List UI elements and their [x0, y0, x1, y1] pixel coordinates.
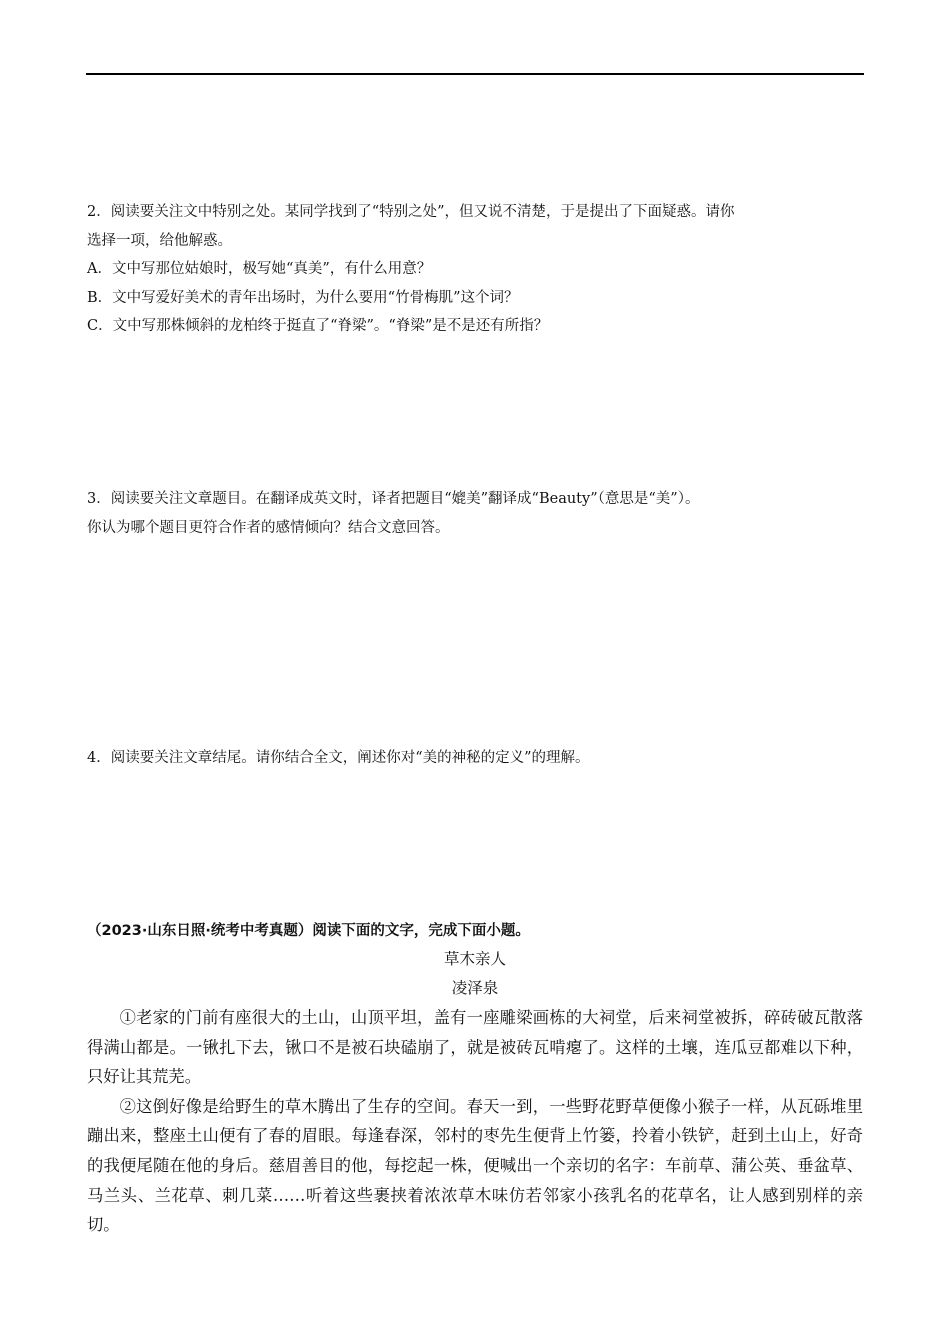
passage-paragraph-1: ①老家的门前有座很大的土山，山顶平坦，盖有一座雕梁画栋的大祠堂，后来祠堂被拆，碎砖破瓦散落得满山都是。一锹扎下去，锹口不是被石块磕崩了，就是被砖瓦啃瘪了。这样的土壤，连瓜豆都难以下种，只好让其荒芜。	[87, 1008, 863, 1087]
question-2-stem-line-2: 选择一项，给他解惑。	[87, 232, 232, 249]
question-2-option-a: A．文中写那位姑娘时，极写她“真美”，有什么用意？	[87, 261, 432, 277]
question-3-stem-line-2: 你认为哪个题目更符合作者的感情倾向？结合文意回答。	[87, 519, 450, 536]
question-2-stem-line-1: 2．阅读要关注文中特别之处。某同学找到了“特别之处”，但又说不清楚，于是提出了下面疑惑。请你	[87, 204, 735, 220]
question-2	[87, 198, 863, 341]
question-4	[87, 744, 863, 773]
reading-source-heading: （2023·山东日照·统考中考真题）阅读下面的文字，完成下面小题。	[87, 923, 530, 939]
question-4-stem: 4．阅读要关注文章结尾。请你结合全文，阐述你对“美的神秘的定义”的理解。	[87, 750, 590, 766]
passage-body	[87, 1003, 863, 1240]
question-2-option-c: C．文中写那株倾斜的龙柏终于挺直了“脊梁”。“脊梁”是不是还有所指？	[87, 318, 549, 334]
passage-author: 凌泽泉	[451, 979, 499, 997]
header-rule	[86, 73, 864, 75]
question-3	[87, 485, 863, 542]
passage-title: 草木亲人	[443, 950, 506, 968]
passage-paragraph-2: ②这倒好像是给野生的草木腾出了生存的空间。春天一到，一些野花野草便像小猴子一样，从瓦砾堆里蹦出来，整座土山便有了春的眉眼。每逢春深，邻村的枣先生便背上竹篓，拎着小铁铲，赶到土山上，好奇的我便尾随在他的身后。慈眉善目的他，每挖起一株，便喊出一个亲切的名字：车前草、蒲公英、垂盆草、马兰头、兰花草、刺几菜……听着这些裹挟着浓浓草木味仿若邻家小孩乳名的花草名，让人感到别样的亲切。	[87, 1096, 863, 1235]
question-3-stem-line-1: 3．阅读要关注文章题目。在翻译成英文时，译者把题目“媲美”翻译成“Beauty”（意思是“美”）。	[87, 491, 700, 507]
question-2-option-b: B．文中写爱好美术的青年出场时，为什么要用“竹骨梅肌”这个词？	[87, 289, 519, 306]
